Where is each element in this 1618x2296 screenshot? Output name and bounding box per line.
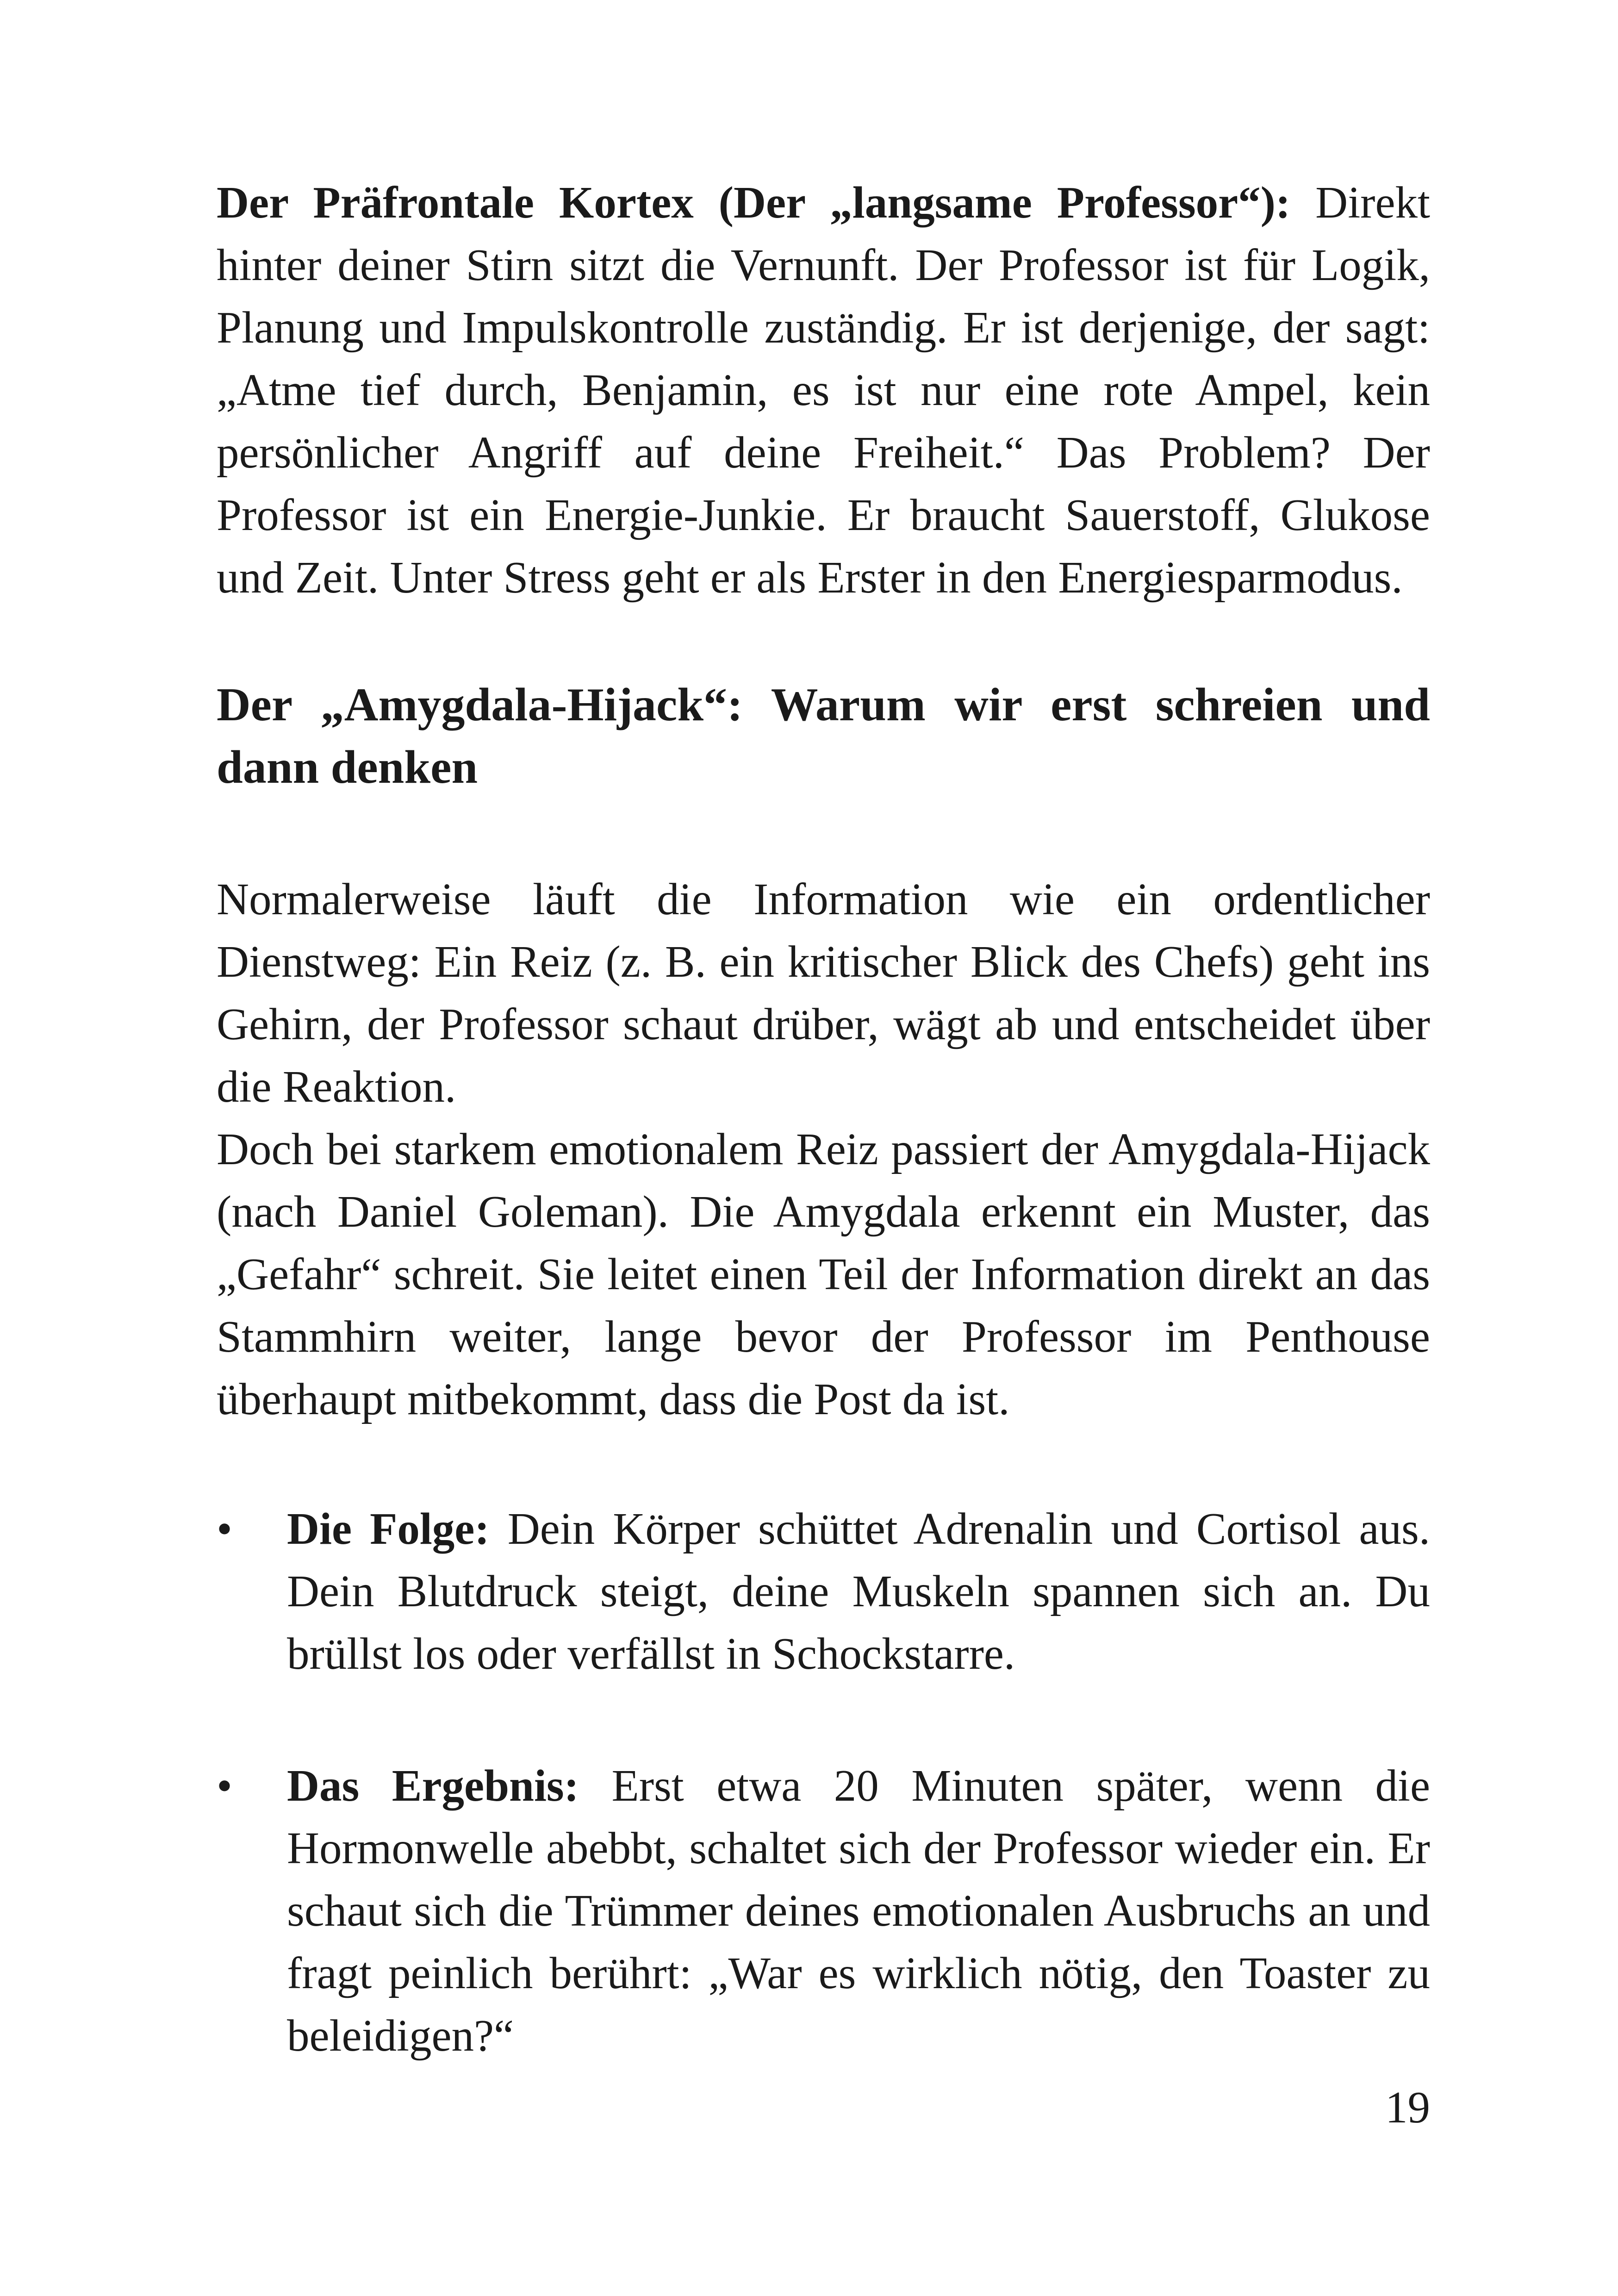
bullet-text: Erst etwa 20 Minuten später, wenn die Hormonwelle abebbt, schaltet sich der Professor wieder ein. Er schaut sich die Trümmer deines emotionalen Ausbruchs an und fragt peinlich berührt: „War es wirklich nötig, den Toaster zu beleidigen?“ — [287, 1761, 1430, 2060]
bullet-text: Dein Körper schüttet Adrenalin und Cortisol aus. Dein Blutdruck steigt, deine Muskeln spannen sich an. Du brüllst los oder verfällst in Schockstarre. — [287, 1504, 1431, 1678]
bullet-marker: • — [217, 1504, 232, 1554]
list-item — [217, 1754, 1430, 2067]
bullet-paragraph — [287, 1754, 1430, 2067]
list-item — [217, 1497, 1430, 1685]
body-paragraph-2: Doch bei starkem emotionalem Reiz passiert der Amygdala-Hijack (nach Daniel Goleman). Die Amygdala erkennt ein Muster, das „Gefahr“ schreit. Sie leitet einen Teil der Information direkt an das Stammhirn weiter, lange bevor der Professor im Penthouse überhaupt mitbekommt, dass die Post da ist. — [217, 1124, 1430, 1424]
prefrontal-cortex-text: Direkt hinter deiner Stirn sitzt die Vernunft. Der Professor ist für Logik, Planung und Impulskontrolle zuständig. Er ist derjenige, der sagt: „Atme tief durch, Benjamin, es ist nur eine rote Ampel, kein persönlicher Angriff auf deine Freiheit.“ Das Problem? Der Professor ist ein Energie-Junkie. Er braucht Sauerstoff, Glukose und Zeit. Unter Stress geht er als Erster in den Energiesparmodus. — [217, 178, 1430, 602]
bullet-term: Die Folge: — [287, 1504, 490, 1554]
page-number: 19 — [1385, 2083, 1430, 2132]
bullet-paragraph — [287, 1497, 1430, 1685]
page-content — [217, 171, 1430, 2067]
prefrontal-cortex-term: Der Präfrontale Kortex (Der „langsame Professor“): — [217, 178, 1291, 227]
bullet-marker: • — [217, 1761, 232, 1810]
bullet-term: Das Ergebnis: — [287, 1761, 579, 1810]
body-paragraph-1: Normalerweise läuft die Information wie ein ordentlicher Dienstweg: Ein Reiz (z. B. ein kritischer Blick des Chefs) geht ins Gehirn, der Professor schaut drüber, wägt ab und entscheidet über die Reaktion. — [217, 874, 1430, 1111]
section-heading: Der „Amygdala-Hijack“: Warum wir erst schreien und dann denken — [217, 679, 1430, 793]
bullet-list — [217, 1497, 1430, 2067]
prefrontal-cortex-paragraph — [217, 171, 1430, 609]
